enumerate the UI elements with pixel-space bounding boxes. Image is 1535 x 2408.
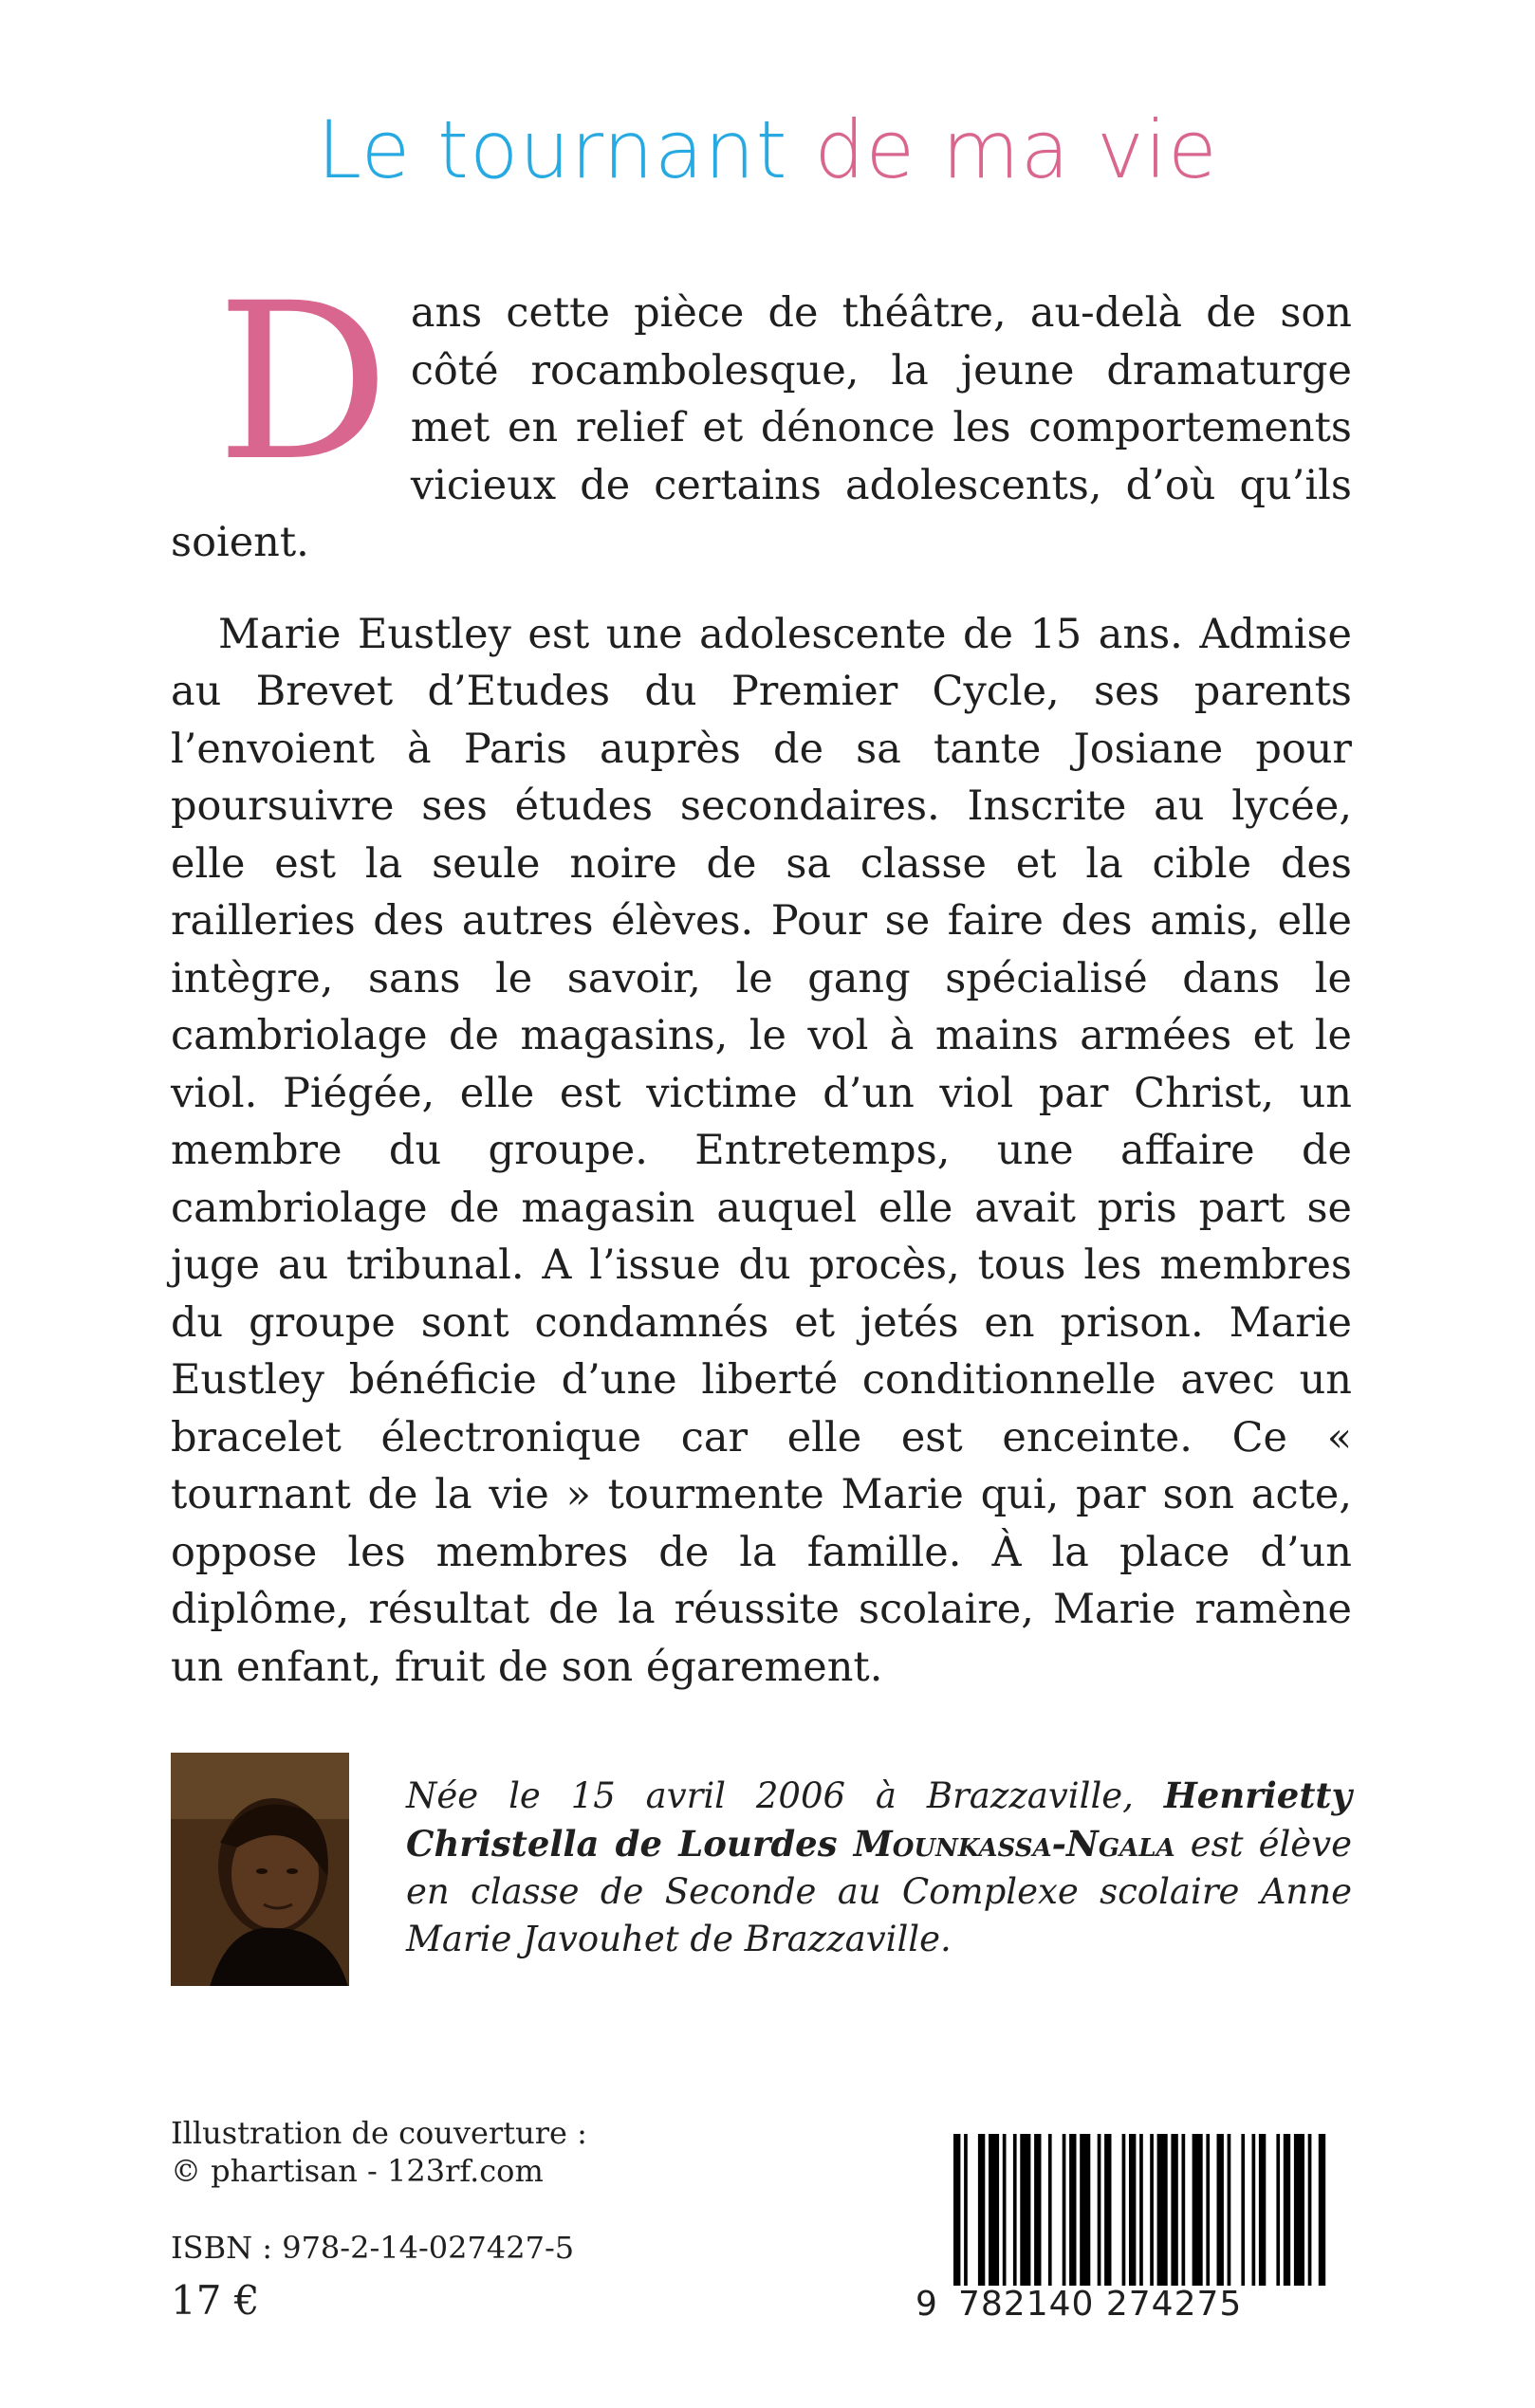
barcode-bar xyxy=(1276,2134,1280,2286)
drop-cap: D xyxy=(216,256,390,508)
barcode-bar xyxy=(1129,2134,1136,2286)
barcode-bar xyxy=(1308,2134,1312,2286)
barcode-bar xyxy=(964,2134,968,2286)
title-part-pink: de ma vie xyxy=(814,103,1218,196)
barcode-bar xyxy=(1104,2134,1111,2286)
synopsis-paragraph-1 xyxy=(171,256,1352,572)
barcode-bar xyxy=(1098,2134,1101,2286)
page-title xyxy=(0,103,1535,196)
barcode-bar xyxy=(1013,2134,1017,2286)
author-name-first: Henrietty Christella de Lourdes xyxy=(406,1774,1352,1865)
author-bio xyxy=(406,1772,1352,1963)
barcode-bar xyxy=(1069,2134,1076,2286)
barcode-bar xyxy=(1080,2134,1090,2286)
barcode-bar xyxy=(1171,2134,1177,2286)
barcode-bar xyxy=(1020,2134,1030,2286)
barcode-bar xyxy=(1048,2134,1052,2286)
credits-line-1: Illustration de couverture : xyxy=(171,2115,587,2151)
synopsis xyxy=(171,256,1352,1696)
bio-intro: Née le 15 avril 2006 à Brazzaville, xyxy=(406,1775,1164,1816)
barcode-bar xyxy=(1319,2134,1325,2286)
barcode-digits: 782140 274275 xyxy=(958,2285,1243,2324)
barcode-bar xyxy=(1252,2134,1256,2286)
barcode-bar xyxy=(1206,2134,1210,2286)
barcode-bar xyxy=(1034,2134,1041,2286)
barcode-bar xyxy=(1294,2134,1304,2286)
author-photo xyxy=(171,1753,349,1986)
barcode-bar xyxy=(1193,2134,1203,2286)
barcode-bar xyxy=(1003,2134,1007,2286)
cover-credits xyxy=(171,2114,587,2190)
barcode-first-digit: 9 xyxy=(915,2285,937,2324)
barcode-bar xyxy=(1284,2134,1290,2286)
barcode-bar xyxy=(1228,2134,1231,2286)
barcode-bar xyxy=(1139,2134,1143,2286)
barcode-bar xyxy=(1241,2134,1245,2286)
barcode-bar xyxy=(978,2134,985,2286)
barcode-bar xyxy=(989,2134,999,2286)
price: 17 € xyxy=(171,2277,260,2324)
barcode-bar xyxy=(1150,2134,1154,2286)
paragraph-1-text: ans cette pièce de théâtre, au-delà de son côté rocambolesque, la jeune dramaturge met en relief et dénonce les comportements vicieux de certains adolescents, d’où qu’ils soient. xyxy=(171,289,1352,566)
title-part-blue: Le tournant xyxy=(317,103,815,196)
barcode-bar xyxy=(1122,2134,1126,2286)
bio-rest: est élève en classe de Seconde au Complexe scolaire Anne Marie Javouhet de Brazzaville. xyxy=(406,1824,1352,1959)
barcode-bar xyxy=(1063,2134,1066,2286)
barcode-bar xyxy=(1217,2134,1224,2286)
barcode-bar xyxy=(1182,2134,1186,2286)
barcode-bars xyxy=(915,2134,1328,2286)
credits-line-2: © phartisan - 123rf.com xyxy=(171,2153,544,2189)
author-name-last: Mounkassa-Ngala xyxy=(853,1823,1175,1865)
barcode-bar xyxy=(1157,2134,1168,2286)
barcode-bar xyxy=(953,2134,960,2286)
barcode-bar xyxy=(1259,2134,1266,2286)
synopsis-paragraph-2: Marie Eustley est une adolescente de 15 ans. Admise au Brevet d’Etudes du Premier Cycle, ses parents l’envoient à Paris auprès de sa tante Josiane pour poursuivre ses études secondaires. Inscrite au lycée, elle est la seule noire de sa classe et la cible des railleries des autres élèves. Pour se faire des amis, elle intègre, sans le savoir, le gang spécialisé dans le cambriolage de magasins, le vol à mains armées et le viol. Piégée, elle est victime d’un viol par Christ, un membre du groupe. Entretemps, une affaire de cambriolage de magasin auquel elle avait pris part se juge au tribunal. A l’issue du procès, tous les membres du groupe sont condamnés et jetés en prison. Marie Eustley bénéficie d’une liberté conditionnelle avec un bracelet électronique car elle est enceinte. Ce « tournant de la vie » tourmente Marie qui, par son acte, oppose les membres de la famille. À la place d’un diplôme, résultat de la réussite scolaire, Marie ramène un enfant, fruit de son égarement. xyxy=(171,610,1352,1691)
isbn: ISBN : 978-2-14-027427-5 xyxy=(171,2230,575,2266)
